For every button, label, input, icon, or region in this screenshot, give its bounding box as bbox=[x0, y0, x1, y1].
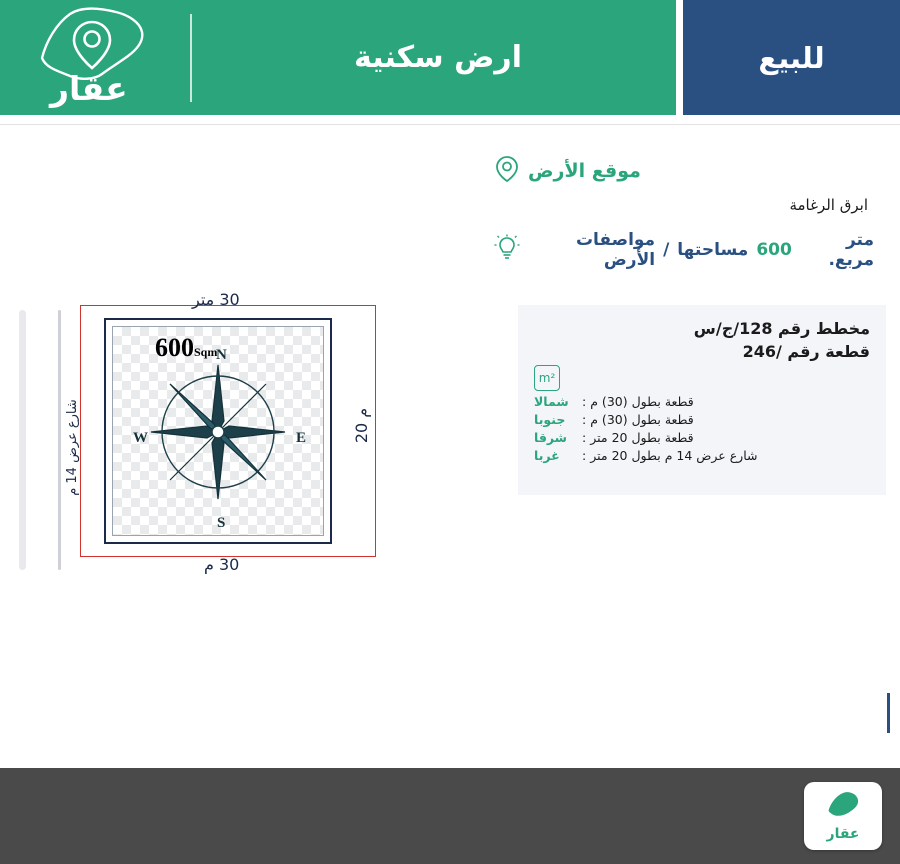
spec-label: مواصفات الأرض bbox=[575, 230, 656, 270]
footer-logo bbox=[804, 782, 882, 850]
info-column bbox=[494, 155, 874, 270]
dimension-bottom-label: 30 م bbox=[204, 555, 240, 574]
status-badge-label: للبيع bbox=[758, 40, 825, 75]
plot-area-number: 600 bbox=[155, 333, 194, 362]
spec-row bbox=[494, 230, 874, 270]
boundary-direction: غربا bbox=[534, 448, 560, 464]
header-rule bbox=[0, 124, 900, 125]
parcel-number: قطعة رقم /246 bbox=[742, 342, 870, 362]
plot-diagram bbox=[14, 290, 434, 590]
boundary-row bbox=[534, 448, 870, 463]
boundary-direction: شرقا bbox=[534, 430, 567, 446]
page-header bbox=[0, 0, 900, 115]
spec-area-word: مساحتها bbox=[677, 240, 749, 260]
dimension-line-left bbox=[80, 305, 81, 557]
boundary-text: قطعة بطول (30) م bbox=[590, 394, 694, 410]
compass-south-label: S bbox=[217, 515, 226, 531]
status-badge bbox=[683, 0, 900, 115]
compass-rose-icon bbox=[145, 359, 291, 509]
boundary-direction: جنوبا bbox=[534, 412, 566, 428]
plot-area-unit: Sqm bbox=[194, 345, 218, 359]
boundary-colon: : bbox=[582, 430, 587, 446]
boundary-colon: : bbox=[582, 448, 587, 464]
brand-word: عقار bbox=[50, 69, 128, 108]
brand-logo bbox=[22, 6, 162, 110]
square-meter-icon bbox=[534, 365, 560, 391]
spec-area-unit: متر مربع. bbox=[828, 230, 874, 270]
compass-west-label: W bbox=[133, 430, 148, 446]
details-card bbox=[518, 305, 886, 495]
plot-fill bbox=[112, 326, 324, 536]
boundary-row bbox=[534, 430, 870, 445]
boundary-text: شارع عرض 14 م بطول 20 متر bbox=[590, 448, 758, 464]
dimension-line-right bbox=[375, 305, 376, 557]
boundary-text: قطعة بطول 20 متر bbox=[590, 430, 694, 446]
square-meter-icon-label: m² bbox=[538, 371, 556, 386]
boundary-colon: : bbox=[582, 394, 587, 410]
location-row bbox=[494, 155, 874, 187]
street-band-outer bbox=[19, 310, 26, 570]
boundary-text: قطعة بطول (30) م bbox=[590, 412, 694, 428]
saudi-map-icon bbox=[826, 791, 860, 825]
boundary-row bbox=[534, 412, 870, 427]
lightbulb-icon bbox=[494, 234, 520, 266]
map-pin-icon bbox=[494, 155, 520, 187]
spec-area-value: 600 bbox=[756, 240, 792, 260]
dimension-top-label: 30 متر bbox=[192, 290, 240, 309]
plan-number: مخطط رقم 128/ج/س bbox=[693, 319, 870, 338]
compass-north-label: N bbox=[216, 347, 227, 363]
plot-outline bbox=[104, 318, 332, 544]
page-title: ارض سكنية bbox=[354, 40, 522, 75]
location-value: ابرق الرغامة bbox=[789, 196, 868, 214]
street-label: شارع عرض 14 م bbox=[64, 399, 80, 496]
page-side-marker bbox=[887, 693, 890, 733]
footer-logo-word: عقار bbox=[826, 825, 860, 842]
street-band-inner bbox=[58, 310, 61, 570]
dimension-right-label: 20 م bbox=[352, 407, 372, 444]
page-footer bbox=[0, 768, 900, 864]
location-title: موقع الأرض bbox=[528, 160, 641, 182]
compass-east-label: E bbox=[296, 430, 307, 446]
header-divider bbox=[190, 14, 192, 102]
boundary-row bbox=[534, 394, 870, 409]
boundary-direction: شمالا bbox=[534, 394, 569, 410]
boundary-colon: : bbox=[582, 412, 587, 428]
spec-separator: / bbox=[663, 240, 670, 260]
